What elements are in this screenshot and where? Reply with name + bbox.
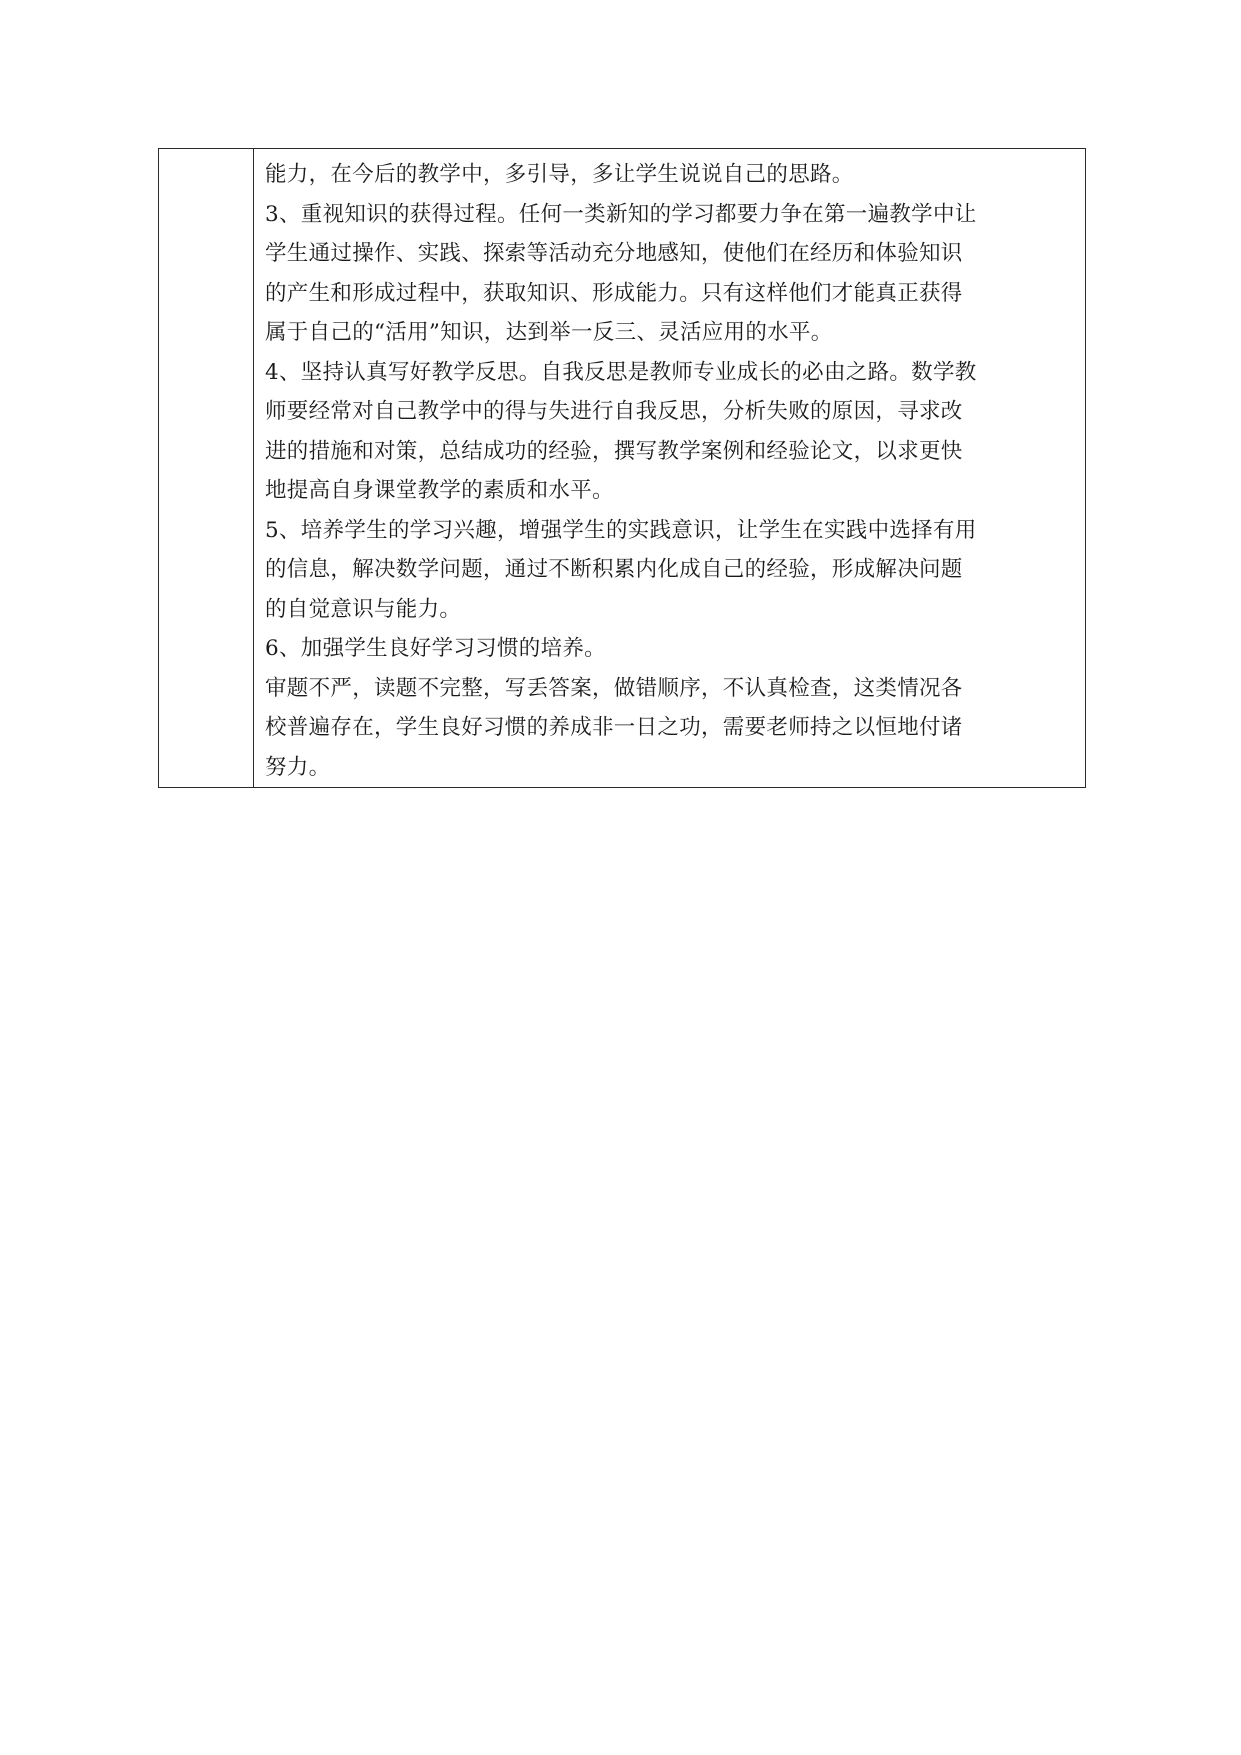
content-text-block xyxy=(254,149,1085,787)
text-line: 6、加强学生良好学习习惯的培养。 xyxy=(265,636,606,661)
text-line: 校普遍存在，学生良好习惯的养成非一日之功，需要老师持之以恒地付诸 xyxy=(265,715,963,740)
text-line: 努力。 xyxy=(265,754,331,780)
table-row xyxy=(159,149,1086,788)
text-line: 能力，在今后的教学中，多引导，多让学生说说自己的思路。 xyxy=(265,162,854,187)
text-line: 5、培养学生的学习兴趣，增强学生的实践意识，让学生在实践中选择有用 xyxy=(265,517,977,543)
text-line: 的自觉意识与能力。 xyxy=(265,596,462,622)
text-line: 学生通过操作、实践、探索等活动充分地感知，使他们在经历和体验知识 xyxy=(265,241,963,266)
content-cell xyxy=(254,149,1086,788)
text-line: 属于自己的“活用”知识，达到举一反三、灵活应用的水平。 xyxy=(265,320,833,345)
left-label-cell xyxy=(159,149,254,788)
text-line: 3、重视知识的获得过程。任何一类新知的学习都要力争在第一遍教学中让 xyxy=(265,201,977,227)
content-table xyxy=(158,148,1086,788)
text-line: 地提高自身课堂教学的素质和水平。 xyxy=(265,478,614,503)
text-line: 师要经常对自己教学中的得与失进行自我反思，分析失败的原因，寻求改 xyxy=(265,399,963,424)
text-line: 的信息，解决数学问题，通过不断积累内化成自己的经验，形成解决问题 xyxy=(265,557,963,582)
text-line: 进的措施和对策，总结成功的经验，撰写教学案例和经验论文，以求更快 xyxy=(265,438,963,464)
text-line: 4、坚持认真写好教学反思。自我反思是教师专业成长的必由之路。数学教 xyxy=(265,359,977,385)
text-line: 的产生和形成过程中，获取知识、形成能力。只有这样他们才能真正获得 xyxy=(265,280,963,306)
text-line: 审题不严，读题不完整，写丢答案，做错顺序，不认真检查，这类情况各 xyxy=(265,675,963,701)
